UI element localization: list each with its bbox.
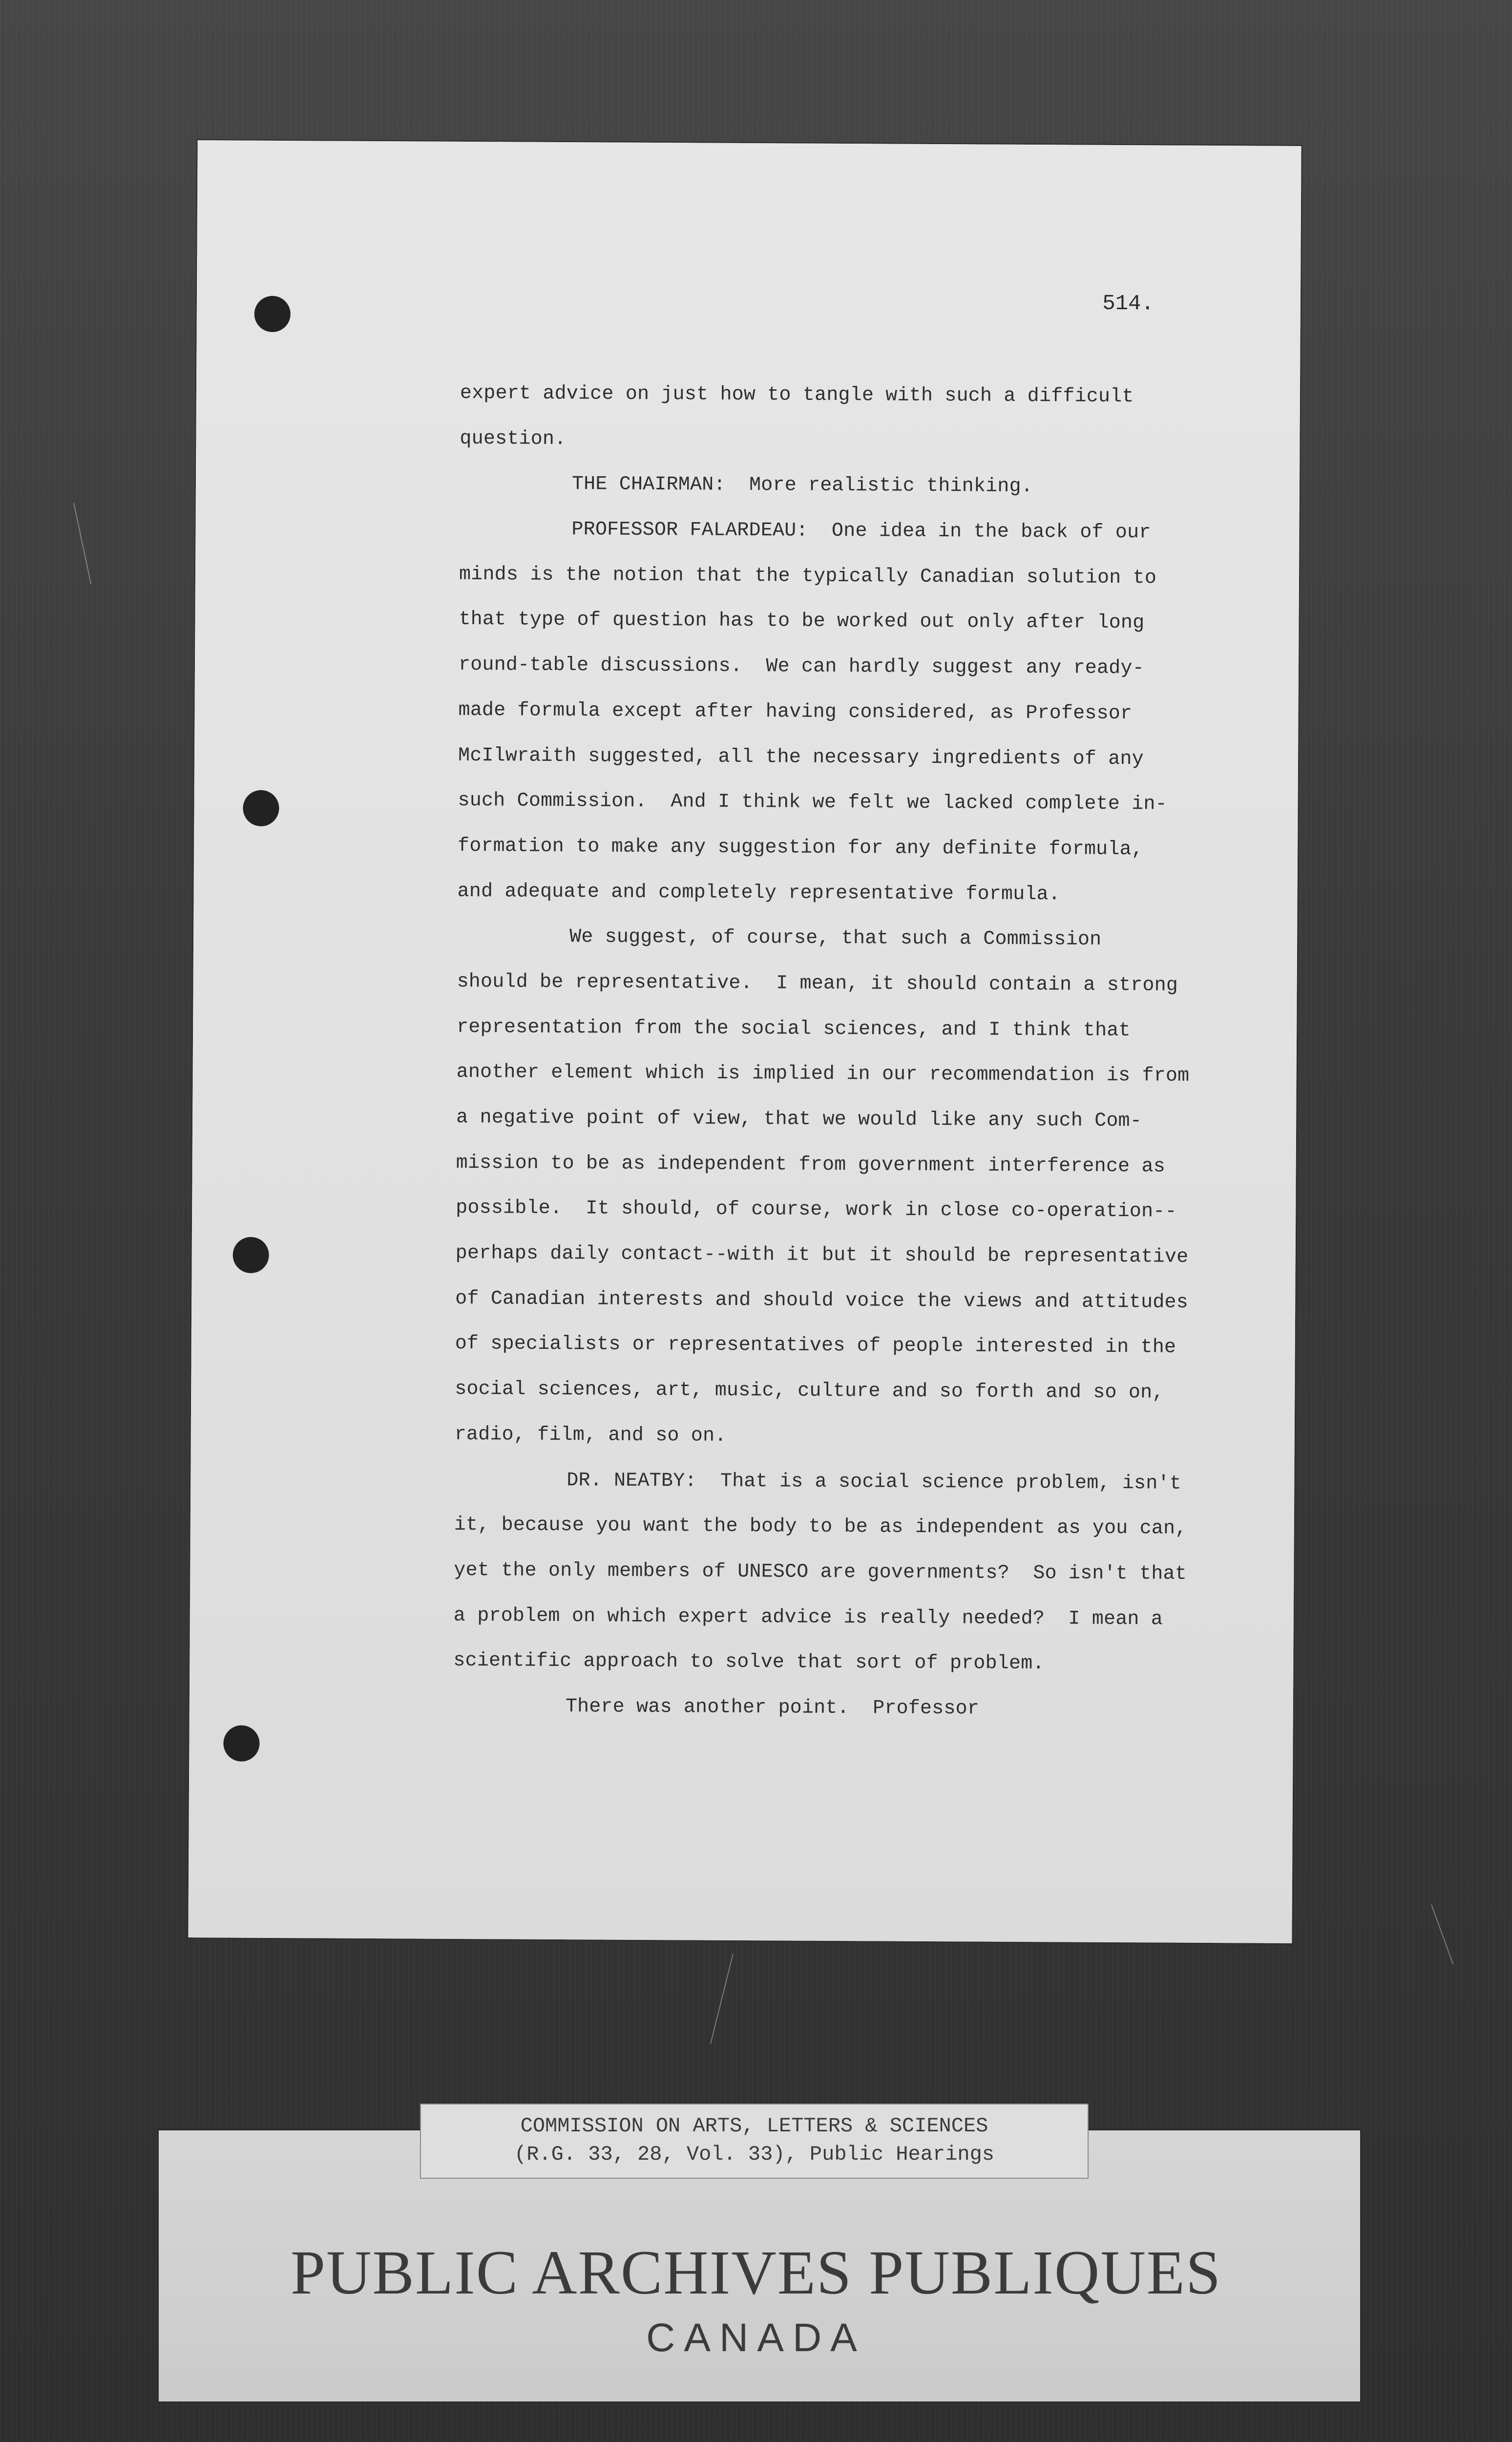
text-line: McIlwraith suggested, all the necessary ingredients of any (458, 744, 1144, 770)
punch-hole (223, 1725, 259, 1761)
archive-country: CANADA (646, 2316, 866, 2360)
text-line: formation to make any suggestion for any definite formula, (457, 835, 1144, 861)
reference-line-2: (R.G. 33, 28, Vol. 33), Public Hearings (514, 2143, 994, 2166)
text-line: radio, film, and so on. (454, 1423, 727, 1447)
punch-hole (233, 1237, 269, 1273)
film-scratch (73, 503, 91, 585)
transcript-text (453, 371, 1203, 1733)
film-scratch (710, 1954, 734, 2044)
text-line: scientific approach to solve that sort of problem. (453, 1650, 1045, 1675)
text-line: a negative point of view, that we would like any such Com- (456, 1106, 1142, 1133)
text-line: it, because you want the body to be as independent as you can, (454, 1514, 1187, 1540)
archive-name: PUBLIC ARCHIVES PUBLIQUES (290, 2238, 1222, 2307)
punch-hole (254, 296, 291, 332)
text-line: a problem on which expert advice is really needed? I mean a (453, 1604, 1163, 1631)
text-line: of specialists or representatives of people interested in the (455, 1333, 1176, 1359)
text-line: social sciences, art, music, culture and so forth and so on, (455, 1378, 1164, 1404)
text-line: of Canadian interests and should voice the views and attitudes (455, 1287, 1188, 1314)
text-line: should be representative. I mean, it should contain a strong (457, 970, 1178, 997)
text-line: question. (460, 427, 567, 450)
text-line: possible. It should, of course, work in close co-operation-- (456, 1197, 1177, 1223)
text-line: such Commission. And I think we felt we lacked complete in- (458, 790, 1167, 816)
text-line: DR. NEATBY: That is a social science problem, isn't (567, 1469, 1182, 1495)
text-line: minds is the notion that the typically Canadian solution to (459, 563, 1157, 589)
text-line: another element which is implied in our recommendation is from (456, 1061, 1190, 1088)
page-number: 514. (1102, 291, 1155, 316)
text-line: representation from the social sciences, and I think that (457, 1016, 1131, 1042)
text-line: expert advice on just how to tangle with such a difficult (460, 382, 1134, 408)
text-line: and adequate and completely representative formula. (457, 880, 1061, 905)
text-line: yet the only members of UNESCO are governments? So isn't that (454, 1559, 1187, 1585)
text-line: that type of question has to be worked out only after long (459, 609, 1145, 634)
film-scratch (1431, 1904, 1453, 1964)
text-line: We suggest, of course, that such a Commission (569, 926, 1102, 951)
document-page (188, 140, 1301, 1943)
reference-tab (420, 2104, 1089, 2179)
text-line: mission to be as independent from government interference as (456, 1152, 1166, 1178)
text-line: round-table discussions. We can hardly suggest any ready- (458, 654, 1144, 680)
text-line: THE CHAIRMAN: More realistic thinking. (571, 473, 1033, 498)
text-line: perhaps daily contact--with it but it should be representative (455, 1242, 1189, 1268)
text-line: There was another point. Professor (565, 1696, 980, 1720)
punch-hole (243, 790, 279, 826)
text-line: PROFESSOR FALARDEAU: One idea in the back of our (571, 519, 1151, 544)
reference-line-1: COMMISSION ON ARTS, LETTERS & SCIENCES (520, 2114, 988, 2138)
text-line: made formula except after having considered, as Professor (458, 699, 1133, 725)
